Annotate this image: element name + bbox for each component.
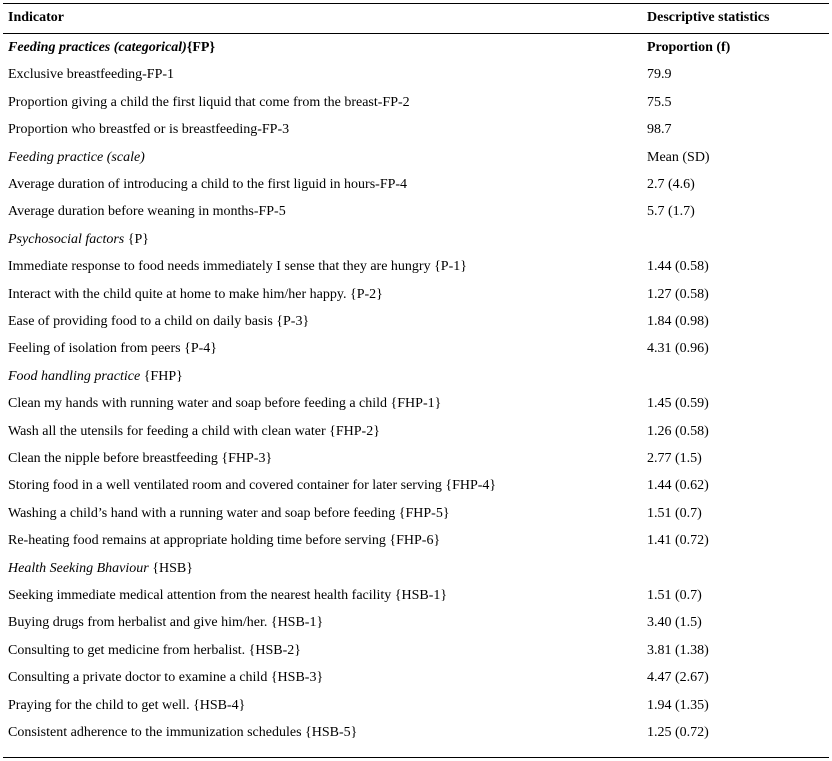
indicator-label: Buying drugs from herbalist and give him/her. {HSB-1} (8, 615, 324, 631)
indicator-label: Clean the nipple before breastfeeding {FHP-3} (8, 451, 273, 466)
indicator-label: Consulting a private doctor to examine a child {HSB-3} (8, 670, 324, 686)
indicator-label: Clean my hands with running water and soap before feeding a child {FHP-1} (8, 396, 442, 412)
table-row (3, 500, 829, 527)
table-row (3, 418, 829, 445)
indicator-label: Immediate response to food needs immediately I sense that they are hungry {P-1} (8, 259, 467, 275)
section-title (8, 34, 215, 61)
header-indicator: Indicator (8, 10, 64, 25)
section-row (3, 34, 829, 61)
table-row (3, 335, 829, 362)
statistic-value: 1.51 (0.7) (647, 505, 702, 521)
table-row (3, 89, 829, 116)
indicator-label: Wash all the utensils for feeding a child with clean water {FHP-2} (8, 423, 380, 439)
statistic-type: Mean (SD) (647, 149, 710, 165)
section-code: {HSB} (148, 560, 193, 576)
section-code: {P} (124, 231, 149, 247)
statistic-value: 3.40 (1.5) (647, 615, 702, 631)
section-code: {FHP} (140, 368, 183, 384)
table-row (3, 390, 829, 417)
statistic-value: 1.41 (0.72) (647, 533, 709, 549)
table-row (3, 116, 829, 143)
table-row (3, 527, 829, 554)
statistic-value: 3.81 (1.38) (647, 642, 709, 658)
section-code: {FP} (186, 40, 215, 55)
statistic-value: 1.44 (0.62) (647, 478, 709, 494)
indicator-label: Ease of providing food to a child on daily basis {P-3} (8, 314, 310, 329)
indicator-label: Consulting to get medicine from herbalist. {HSB-2} (8, 642, 302, 658)
section-row (3, 555, 829, 582)
section-title (8, 144, 145, 171)
header-descriptive-statistics: Descriptive statistics (647, 10, 770, 25)
table-row (3, 281, 829, 308)
statistic-value: 79.9 (647, 67, 672, 83)
table-row (3, 445, 829, 472)
indicator-label: Consistent adherence to the immunization schedules {HSB-5} (8, 725, 358, 740)
indicator-label: Storing food in a well ventilated room and covered container for later serving {FHP-4} (8, 478, 497, 494)
section-label: Health Seeking Bhaviour (8, 560, 149, 576)
table-row (3, 253, 829, 280)
statistic-value: 4.47 (2.67) (647, 670, 709, 686)
statistic-value: 1.45 (0.59) (647, 396, 709, 412)
indicator-label: Seeking immediate medical attention from the nearest health facility {HSB-1} (8, 588, 448, 603)
section-label: Feeding practice (scale) (8, 149, 145, 165)
statistic-value: 1.44 (0.58) (647, 259, 709, 275)
indicator-label: Proportion who breastfed or is breastfeeding-FP-3 (8, 122, 290, 138)
section-row (3, 363, 829, 390)
table-row (3, 637, 829, 664)
table-row (3, 472, 829, 499)
statistic-type: Proportion (f) (647, 40, 731, 55)
table-row (3, 692, 829, 719)
statistic-value: 1.25 (0.72) (647, 725, 709, 740)
indicator-label: Praying for the child to get well. {HSB-4} (8, 697, 246, 713)
indicator-label: Proportion giving a child the first liquid that come from the breast-FP-2 (8, 94, 410, 110)
table-row (3, 61, 829, 88)
table-header-row (3, 4, 829, 31)
statistic-value: 1.84 (0.98) (647, 314, 709, 329)
statistic-value: 2.77 (1.5) (647, 451, 702, 466)
statistic-value: 1.94 (1.35) (647, 697, 709, 713)
statistic-value: 5.7 (1.7) (647, 204, 695, 220)
indicator-label: Average duration before weaning in months-FP-5 (8, 204, 286, 220)
indicator-label: Exclusive breastfeeding-FP-1 (8, 67, 175, 83)
indicator-label: Re-heating food remains at appropriate holding time before serving {FHP-6} (8, 533, 441, 549)
table-row (3, 171, 829, 198)
section-row (3, 226, 829, 253)
statistic-value: 98.7 (647, 122, 672, 138)
table-row (3, 609, 829, 636)
statistic-value: 75.5 (647, 94, 672, 110)
section-title (8, 555, 193, 582)
table-row (3, 719, 829, 746)
statistic-value: 4.31 (0.96) (647, 341, 709, 357)
statistic-value: 1.27 (0.58) (647, 286, 709, 302)
indicator-label: Interact with the child quite at home to make him/her happy. {P-2} (8, 286, 383, 302)
table-row (3, 198, 829, 225)
indicator-label: Feeling of isolation from peers {P-4} (8, 341, 218, 357)
table-row (3, 308, 829, 335)
table-row (3, 664, 829, 691)
statistic-value: 2.7 (4.6) (647, 177, 695, 192)
statistic-value: 1.51 (0.7) (647, 588, 702, 603)
indicator-label: Washing a child’s hand with a running water and soap before feeding {FHP-5} (8, 505, 450, 521)
table-row (3, 582, 829, 609)
statistic-value: 1.26 (0.58) (647, 423, 709, 439)
section-label: Food handling practice (8, 368, 141, 384)
table-bottom-rule (3, 757, 829, 758)
section-label: Psychosocial factors (8, 231, 125, 247)
section-row (3, 144, 829, 171)
section-title (8, 226, 149, 253)
section-label: Feeding practices (categorical) (8, 40, 187, 55)
indicator-label: Average duration of introducing a child to the first liguid in hours-FP-4 (8, 177, 408, 192)
section-title (8, 363, 183, 390)
